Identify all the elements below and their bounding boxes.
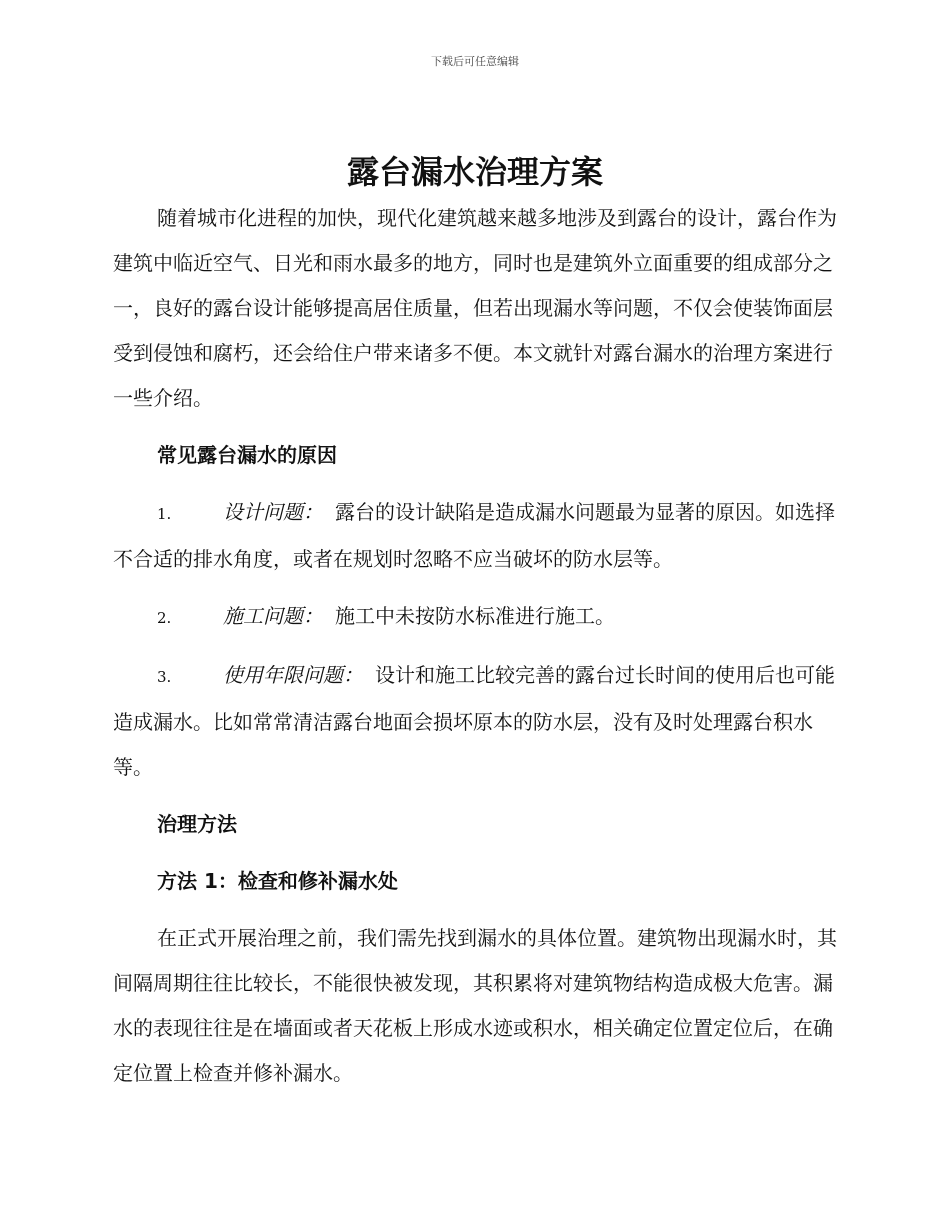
section-heading-methods: 治理方法	[157, 812, 237, 836]
spacer	[113, 904, 837, 916]
list-text: 露台的设计缺陷是造成漏水问题最为显著的原因。如选择不合适的排水角度，或者在规划时忽略不应当破坏的防水层等。	[113, 500, 835, 571]
spacer	[113, 421, 837, 433]
list-text: 施工中未按防水标准进行施工。	[335, 604, 615, 628]
spacer	[113, 478, 837, 490]
header-note: 下载后可任意编辑	[431, 55, 519, 68]
method-1-paragraph: 在正式开展治理之前，我们需先找到漏水的具体位置。建筑物出现漏水时，其间隔周期往往比较长，不能很快被发现，其积累将对建筑物结构造成极大危害。漏水的表现往往是在墙面或者天花板上形成水迹或积水，相关确定位置定位后，在确定位置上检查并修补漏水。	[113, 926, 837, 1085]
list-label: 施工问题：	[223, 604, 323, 628]
spacer	[113, 582, 837, 594]
cause-item-2	[113, 594, 837, 641]
list-label: 设计问题：	[223, 500, 323, 524]
list-number: 2.	[157, 609, 172, 627]
list-text: 设计和施工比较完善的露台过长时间的使用后也可能造成漏水。比如常常清洁露台地面会损坏原本的防水层，没有及时处理露台积水等。	[113, 663, 835, 779]
list-label: 使用年限问题：	[223, 663, 363, 687]
spacer	[113, 847, 837, 859]
cause-item-1	[113, 490, 837, 582]
document-body	[113, 148, 837, 1096]
list-number: 3.	[157, 668, 172, 686]
intro-paragraph: 随着城市化进程的加快，现代化建筑越来越多地涉及到露台的设计，露台作为建筑中临近空气、日光和雨水最多的地方，同时也是建筑外立面重要的组成部分之一，良好的露台设计能够提高居住质量，但若出现漏水等问题，不仅会使装饰面层受到侵蚀和腐朽，还会给住户带来诸多不便。本文就针对露台漏水的治理方案进行一些介绍。	[113, 206, 837, 410]
list-number: 1.	[157, 505, 172, 523]
spacer	[113, 790, 837, 802]
section-heading-causes: 常见露台漏水的原因	[157, 443, 337, 467]
cause-item-3	[113, 653, 837, 790]
method-1-heading: 方法 1：检查和修补漏水处	[157, 869, 398, 893]
document-title: 露台漏水治理方案	[346, 153, 603, 191]
spacer	[113, 641, 837, 653]
